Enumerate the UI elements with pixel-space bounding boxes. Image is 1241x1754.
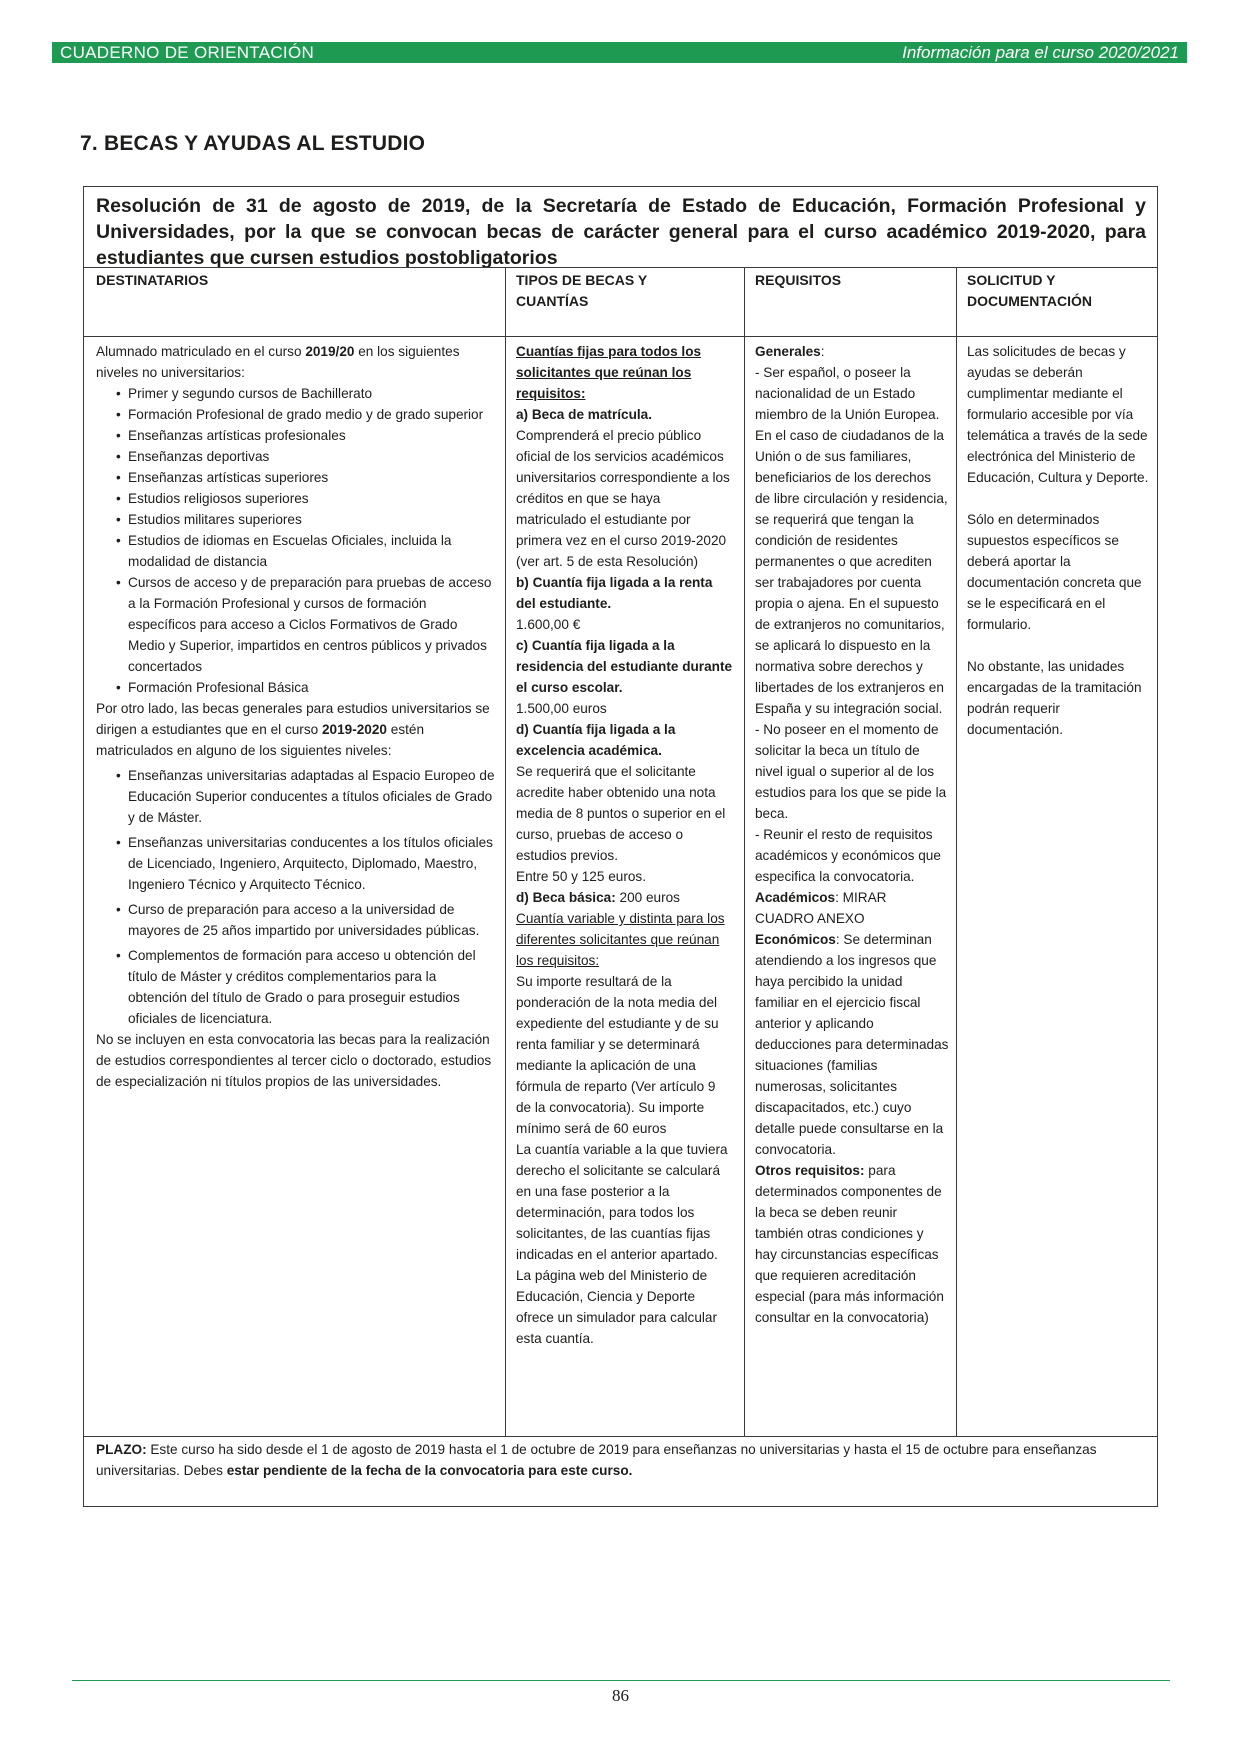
text: : MIRAR CUADRO ANEXO bbox=[755, 890, 887, 926]
text: : Se determinan atendiendo a los ingresos que haya percibido la unidad familiar en el ejercicio fiscal anterior y aplicando deducciones para determinadas situaciones (familias numerosas, solicitantes discapacitados, etc.) cuyo detalle puede consultarse en la convocatoria. bbox=[755, 932, 949, 1157]
divider bbox=[84, 336, 1157, 337]
column-header-requisitos: REQUISITOS bbox=[755, 272, 842, 288]
divider bbox=[84, 1436, 1157, 1437]
variable-amount-text: Su importe resultará de la ponderación de la nota media del expediente del estudiante y de su renta familiar y se determinará mediante la aplicación de una fórmula de reparto (Ver artículo 9 de la convocatoria). Su importe mínimo será de 60 euros bbox=[516, 974, 719, 1136]
university-levels-list bbox=[96, 765, 496, 1029]
text: 200 euros bbox=[615, 890, 680, 905]
page-number: 86 bbox=[612, 1686, 629, 1705]
solicitud-paragraph: Las solicitudes de becas y ayudas se deberán cumplimentar mediante el formulario accesible por vía telemática a través de la sede electrónica del Ministerio de Educación, Cultura y Deporte. bbox=[967, 344, 1149, 485]
text: Este curso ha sido desde el 1 de agosto de 2019 hasta el 1 de octubre de 2019 para enseñanzas no universitarias y hasta el 15 de octubre para enseñanzas universitarias. Debes bbox=[96, 1442, 1097, 1478]
text: 2019/20 bbox=[305, 344, 355, 359]
text: estén matriculados en alguno de los siguientes niveles: bbox=[96, 722, 425, 758]
column-header-solicitud: SOLICITUD Y DOCUMENTACIÓN bbox=[967, 272, 1092, 309]
column-divider bbox=[744, 267, 745, 1436]
simulator-note: La página web del Ministerio de Educación, Ciencia y Deporte ofrece un simulador para calcular esta cuantía. bbox=[516, 1268, 717, 1346]
list-item: • Enseñanzas universitarias adaptadas al Espacio Europeo de Educación Superior conducentes a títulos oficiales de Grado y de Máster. bbox=[96, 765, 496, 828]
footer-divider bbox=[72, 1680, 1170, 1681]
destinatarios-university-intro bbox=[96, 698, 496, 761]
text: Por otro lado, las becas generales para estudios universitarios se dirigen a estudiantes que en el curso bbox=[96, 701, 490, 737]
text: estar pendiente de la fecha de la convocatoria para este curso. bbox=[226, 1463, 633, 1478]
text: Otros requisitos: bbox=[755, 1163, 865, 1178]
plazo-label: PLAZO: bbox=[96, 1442, 147, 1457]
list-item: • Estudios militares superiores bbox=[96, 509, 496, 530]
excelencia-title: d) Cuantía fija ligada a la excelencia académica. bbox=[516, 722, 676, 758]
list-item: • Enseñanzas artísticas superiores bbox=[96, 467, 496, 488]
economic-requirements bbox=[755, 929, 949, 1160]
list-item: • Complementos de formación para acceso u obtención del título de Máster y créditos complementarios para la obtención del título de Grado o para proseguir estudios oficiales de licenciatura. bbox=[96, 945, 496, 1029]
fixed-amounts-heading: Cuantías fijas para todos los solicitantes que reúnan los requisitos: bbox=[516, 344, 702, 401]
column-divider bbox=[505, 267, 506, 1436]
column-header-tipos: TIPOS DE BECAS Y CUANTÍAS bbox=[516, 272, 647, 309]
requisitos-column bbox=[755, 341, 949, 1328]
list-item: • Estudios de idiomas en Escuelas Oficiales, incluida la modalidad de distancia bbox=[96, 530, 496, 572]
resolution-heading: Resolución de 31 de agosto de 2019, de la Secretaría de Estado de Educación, Formación Profesional y Universidades, por la que se convocan becas de carácter general para el curso académico 2019-2020, para estudiantes que cursen estudios postobligatorios bbox=[96, 195, 1146, 269]
beca-matricula-title: a) Beca de matrícula. bbox=[516, 407, 652, 422]
beca-matricula-text: Comprenderá el precio público oficial de los servicios académicos universitarios correspondiente a los créditos en que se haya matriculado el estudiante por primera vez en el curso 2019-2020 (ver art. 5 de esta Resolución) bbox=[516, 428, 730, 569]
text: Académicos bbox=[755, 890, 836, 905]
list-item: • Enseñanzas artísticas profesionales bbox=[96, 425, 496, 446]
general-requirements-heading bbox=[755, 341, 949, 362]
section-title: 7. BECAS Y AYUDAS AL ESTUDIO bbox=[80, 132, 426, 155]
destinatarios-column bbox=[96, 341, 496, 1092]
destinatarios-exclusion: No se incluyen en esta convocatoria las becas para la realización de estudios correspondientes al tercer ciclo o doctorado, estudios de especialización ni títulos propios de las universidades. bbox=[96, 1032, 492, 1089]
text: : bbox=[820, 344, 825, 359]
column-header-destinatarios: DESTINATARIOS bbox=[96, 272, 209, 288]
list-item: • Primer y segundo cursos de Bachillerato bbox=[96, 383, 496, 404]
non-university-levels-list bbox=[96, 383, 496, 698]
list-item: • Curso de preparación para acceso a la universidad de mayores de 25 años impartido por universidades públicas. bbox=[96, 899, 496, 941]
renta-title: b) Cuantía fija ligada a la renta del estudiante. bbox=[516, 575, 713, 611]
requirement-item: - Reunir el resto de requisitos académicos y económicos que especifica la convocatoria. bbox=[755, 827, 941, 884]
text: Generales bbox=[755, 344, 821, 359]
header-bar bbox=[52, 42, 1187, 63]
requirement-item: - No poseer en el momento de solicitar la beca un título de nivel igual o superior al de los estudios para los que se pide la beca. bbox=[755, 722, 947, 821]
solicitud-paragraph: Sólo en determinados supuestos específicos se deberá aportar la documentación concreta que se le especificará en el formulario. bbox=[967, 512, 1142, 632]
solicitud-column bbox=[967, 341, 1149, 740]
list-item: • Formación Profesional Básica bbox=[96, 677, 496, 698]
academic-requirements bbox=[755, 887, 949, 929]
variable-amount-text-2: La cuantía variable a la que tuviera derecho el solicitante se calculará en una fase posterior a la determinación, para todos los solicitantes, de las cuantías fijas indicadas en el anterior apartado. bbox=[516, 1142, 728, 1262]
excelencia-text: Se requerirá que el solicitante acredite haber obtenido una nota media de 8 puntos o superior en el curso, pruebas de acceso o estudios previos. bbox=[516, 764, 726, 863]
list-item: • Enseñanzas deportivas bbox=[96, 446, 496, 467]
residencia-title: c) Cuantía fija ligada a la residencia del estudiante durante el curso escolar. bbox=[516, 638, 733, 695]
text: d) Beca básica: bbox=[516, 890, 616, 905]
tipos-column bbox=[516, 341, 734, 1349]
solicitud-paragraph: No obstante, las unidades encargadas de la tramitación podrán requerir documentación. bbox=[967, 659, 1142, 737]
scholarship-table bbox=[83, 186, 1158, 1507]
variable-amount-heading: Cuantía variable y distinta para los diferentes solicitantes que reúnan los requisitos: bbox=[516, 911, 725, 968]
header-right-title: Información para el curso 2020/2021 bbox=[902, 43, 1179, 62]
excelencia-amount: Entre 50 y 125 euros. bbox=[516, 869, 646, 884]
other-requirements bbox=[755, 1160, 949, 1328]
list-item: • Formación Profesional de grado medio y de grado superior bbox=[96, 404, 496, 425]
list-item: • Cursos de acceso y de preparación para pruebas de acceso a la Formación Profesional y cursos de formación específicos para acceso a Ciclos Formativos de Grado Medio y Superior, impartidos en centros públicos y privados concertados bbox=[96, 572, 496, 677]
text: 2019-2020 bbox=[321, 722, 387, 737]
plazo-note bbox=[96, 1439, 1146, 1481]
text: para determinados componentes de la beca se deben reunir también otras condiciones y hay circunstancias específicas que requieren acreditación especial (para más información consultar en la convocatoria) bbox=[755, 1163, 944, 1325]
renta-amount: 1.600,00 € bbox=[516, 617, 581, 632]
beca-basica bbox=[516, 887, 734, 908]
list-item: • Estudios religiosos superiores bbox=[96, 488, 496, 509]
text: en los siguientes niveles no universitarios: bbox=[96, 344, 460, 380]
residencia-amount: 1.500,00 euros bbox=[516, 701, 607, 716]
column-divider bbox=[956, 267, 957, 1436]
header-left-title: CUADERNO DE ORIENTACIÓN bbox=[60, 43, 315, 62]
text: Alumnado matriculado en el curso bbox=[96, 344, 306, 359]
divider bbox=[84, 267, 1157, 268]
list-item: • Enseñanzas universitarias conducentes a los títulos oficiales de Licenciado, Ingeniero, Arquitecto, Diplomado, Maestro, Ingeniero Técnico y Arquitecto Técnico. bbox=[96, 832, 496, 895]
requirement-item: - Ser español, o poseer la nacionalidad de un Estado miembro de la Unión Europea. En el caso de ciudadanos de la Unión o de sus familiares, beneficiarios de los derechos de libre circulación y residencia, se requerirá que tengan la condición de residentes permanentes o que acrediten ser trabajadores por cuenta propia o ajena. En el supuesto de extranjeros no comunitarios, se aplicará lo dispuesto en la normativa sobre derechos y libertades de los extranjeros en España y su integración social. bbox=[755, 365, 948, 716]
destinatarios-intro bbox=[96, 341, 496, 383]
text: Económicos bbox=[755, 932, 836, 947]
